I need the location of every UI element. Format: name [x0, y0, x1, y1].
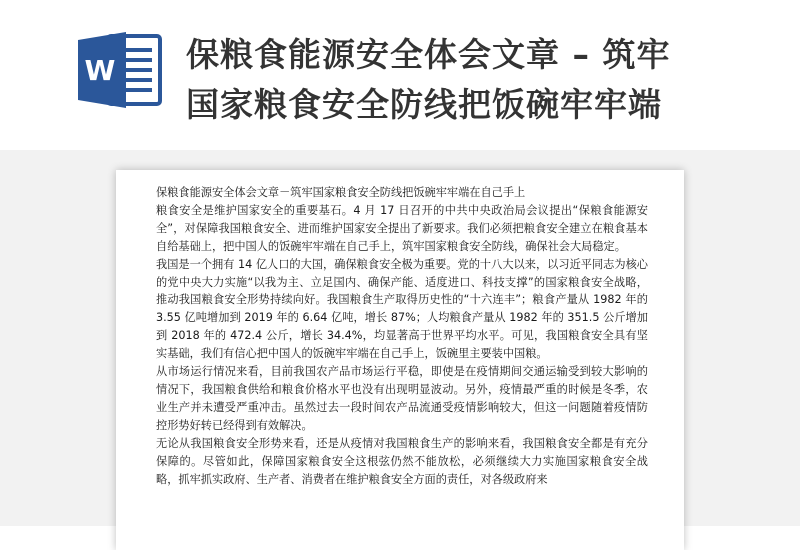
- word-document-icon: [78, 32, 164, 108]
- document-body: [156, 184, 648, 488]
- word-icon-letter: W: [84, 54, 116, 87]
- paragraph-1: 粮食安全是维护国家安全的重要基石。4 月 17 日召开的中共中央政治局会议提出“保粮食能源安全”，对保障我国粮食安全、进而维护国家安全提出了新要求。我们必须把粮食安全建立在粮食基本自给基础上，把中国人的饭碗牢牢端在自己手上，筑牢国家粮食安全防线，确保社会大局稳定。: [156, 203, 648, 253]
- paragraph-2: 我国是一个拥有 14 亿人口的大国，确保粮食安全极为重要。党的十八大以来，以习近平同志为核心的党中央大力实施“以我为主、立足国内、确保产能、适度进口、科技支撑”的国家粮食安全战略，推动我国粮食安全形势持续向好。我国粮食生产取得历史性的“十六连丰”；粮食产量从 1982 年的 3.55 亿吨增加到 2019 年的 6.64 亿吨，增长 87%；人均粮食产量从 1982 年的 351.5 公斤增加到 2018 年的 472.4 公斤，增长 34.4%，均显著高于世界平均水平。可见，我国粮食安全具有坚实基础，我们有信心把中国人的饭碗牢牢端在自己手上，饭碗里主要装中国粮。: [156, 257, 648, 361]
- title-line-1: 保粮食能源安全体会文章 – 筑牢: [186, 35, 671, 74]
- header-banner: [0, 0, 800, 160]
- title-line-2: 国家粮食安全防线把饭碗牢牢端: [186, 85, 662, 124]
- page-title: [186, 30, 786, 130]
- document-heading: 保粮食能源安全体会文章－筑牢国家粮食安全防线把饭碗牢牢端在自己手上: [156, 186, 526, 199]
- document-page: [116, 170, 684, 550]
- paragraph-3: 从市场运行情况来看，目前我国农产品市场运行平稳，即使是在疫情期间交通运输受到较大影响的情况下，我国粮食供给和粮食价格水平也没有出现明显波动。另外，疫情最严重的时候是冬季，农业生产并未遭受严重冲击。虽然过去一段时间农产品流通受疫情影响较大，但这一问题随着疫情防控形势好转已经得到有效解决。: [156, 365, 648, 432]
- paragraph-4: 无论从我国粮食安全形势来看，还是从疫情对我国粮食生产的影响来看，我国粮食安全都是有充分保障的。尽管如此，保障国家粮食安全这根弦仍然不能放松，必须继续大力实施国家粮食安全战略，抓牢抓实政府、生产者、消费者在维护粮食安全方面的责任，对各级政府来: [156, 436, 648, 486]
